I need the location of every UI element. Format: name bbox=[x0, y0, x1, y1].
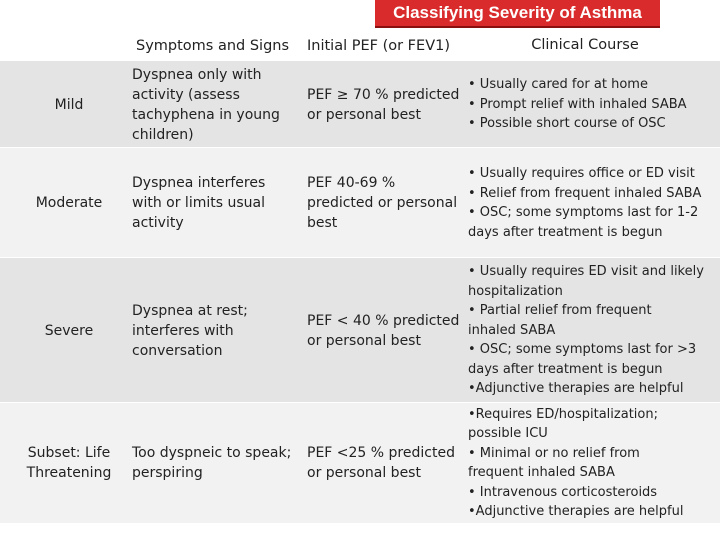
symptoms-cell: Dyspnea interferes with or limits usual activity bbox=[132, 175, 266, 231]
symptoms-cell: Dyspnea only with activity (assess tachyphena in young children) bbox=[132, 66, 280, 143]
symptoms-cell: Too dyspneic to speak; perspiring bbox=[132, 445, 292, 481]
clinical-course-cell: • Usually requires ED visit and likely hospitalization • Partial relief from frequent inhaled SABA • OSC; some symptoms last for >3 days after treatment is begun •Adjunctive therapies are helpful bbox=[468, 264, 704, 397]
symptoms-cell: Dyspnea at rest; interferes with conversation bbox=[132, 302, 248, 359]
table-header-row bbox=[0, 30, 720, 61]
header-symptoms-and-signs: Symptoms and Signs bbox=[136, 37, 290, 54]
pef-cell: PEF <25 % predicted or personal best bbox=[307, 445, 455, 481]
pef-cell: PEF < 40 % predicted or personal best bbox=[307, 312, 460, 349]
table-row-severe bbox=[0, 258, 720, 403]
table-row-mild bbox=[0, 61, 720, 148]
header-initial-pef: Initial PEF (or FEV1) bbox=[307, 37, 450, 54]
severity-label: Mild bbox=[54, 96, 84, 113]
clinical-course-cell: • Usually requires office or ED visit • Relief from frequent inhaled SABA • OSC; some symptoms last for 1-2 days after treatment is begun bbox=[468, 166, 702, 240]
pef-cell: PEF ≥ 70 % predicted or personal best bbox=[307, 86, 460, 123]
header-clinical-course: Clinical Course bbox=[531, 36, 639, 53]
clinical-course-cell: •Requires ED/hospitalization; possible ICU • Minimal or no relief from frequent inhaled SABA • Intravenous corticosteroids •Adjunctive therapies are helpful bbox=[468, 406, 684, 519]
clinical-course-cell: • Usually cared for at home • Prompt relief with inhaled SABA • Possible short course of OSC bbox=[468, 77, 687, 132]
severity-label: Moderate bbox=[35, 195, 103, 211]
severity-label: Subset: Life Threatening bbox=[26, 445, 112, 481]
table-row-moderate bbox=[0, 148, 720, 258]
slide-title: Classifying Severity of Asthma bbox=[375, 0, 660, 28]
pef-cell: PEF 40-69 % predicted or personal best bbox=[307, 175, 458, 231]
severity-label: Severe bbox=[44, 322, 94, 339]
table-row-life-threatening bbox=[0, 403, 720, 523]
